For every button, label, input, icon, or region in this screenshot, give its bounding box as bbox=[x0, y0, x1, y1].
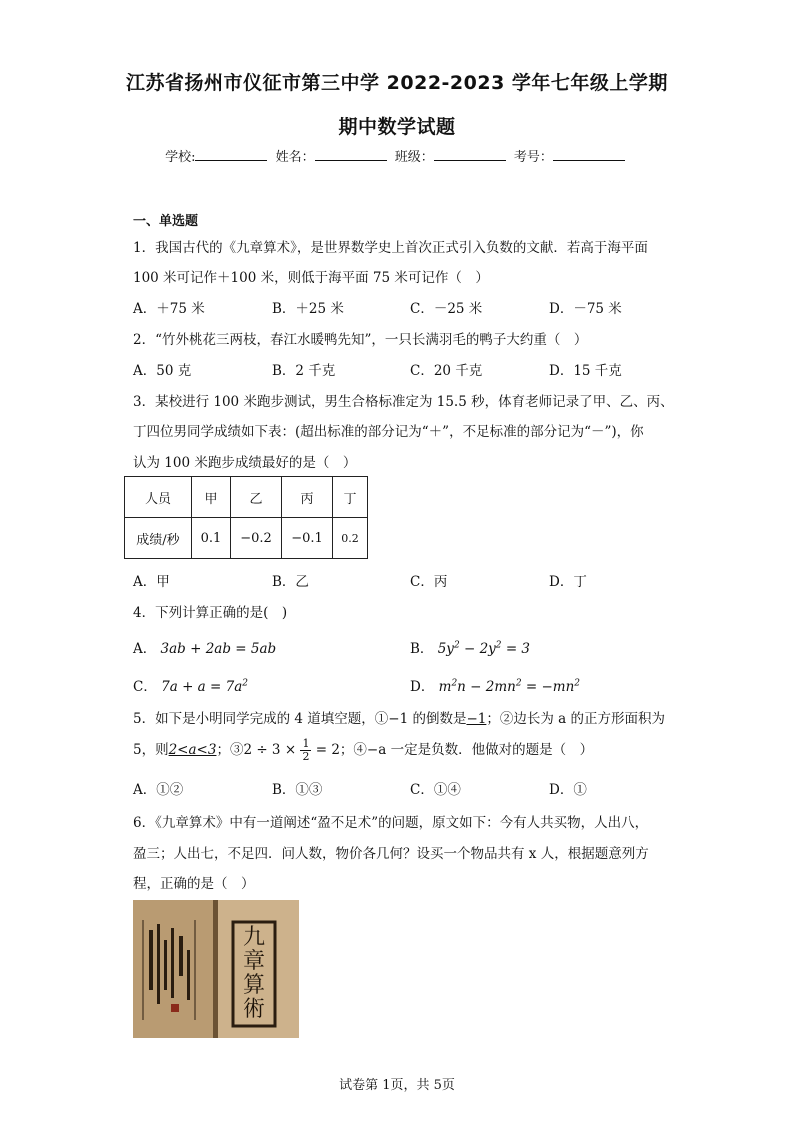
q1-option-d: D．－75 米 bbox=[549, 301, 622, 317]
q2-option-b: B．2 千克 bbox=[272, 363, 336, 379]
q1-option-a: A．＋75 米 bbox=[133, 301, 205, 317]
q5-answer-1: −1 bbox=[466, 711, 487, 727]
q5-option-d: D．① bbox=[549, 782, 587, 798]
math-expression: 3ab + 2ab = 5ab bbox=[160, 641, 277, 657]
q2-option-a: A．50 克 bbox=[133, 363, 192, 379]
book-cover-illustration bbox=[133, 900, 299, 1038]
school-label: 学校: bbox=[165, 150, 196, 165]
table-cell: 0.1 bbox=[192, 518, 231, 559]
table-row bbox=[125, 477, 368, 518]
q2-line1: 2．“竹外桃花三两枝，春江水暖鸭先知”，一只长满羽毛的鸭子大约重（ ） bbox=[133, 332, 588, 348]
option-letter: C． bbox=[133, 679, 157, 695]
q4-option-c bbox=[133, 675, 248, 695]
q4-option-b bbox=[410, 637, 530, 657]
q3-option-d: D．丁 bbox=[549, 574, 587, 590]
q4-option-a bbox=[133, 637, 276, 657]
q3-line3: 认为 100 米跑步成绩最好的是（ ） bbox=[133, 455, 357, 471]
exam-number-blank bbox=[553, 148, 625, 161]
q1-line2: 100 米可记作＋100 米，则低于海平面 75 米可记作（ ） bbox=[133, 270, 489, 286]
name-label: 姓名： bbox=[275, 150, 315, 165]
table-header-cell: 甲 bbox=[192, 477, 231, 518]
table-row bbox=[125, 518, 368, 559]
table-cell: 成绩/秒 bbox=[125, 518, 192, 559]
book-title-text: 九章算術 bbox=[242, 925, 265, 1022]
fraction: $\frac{1}{2}$ bbox=[302, 737, 310, 763]
exam-number-label: 考号： bbox=[513, 150, 553, 165]
q6-line2: 盈三；人出七，不足四．问人数，物价各几何？设买一个物品共有 x 人，根据题意列方 bbox=[133, 846, 649, 862]
option-letter: A． bbox=[133, 641, 157, 657]
q4-line1: 4．下列计算正确的是( ) bbox=[133, 605, 288, 621]
q3-option-c: C．丙 bbox=[410, 574, 448, 590]
q3-line2: 丁四位男同学成绩如下表：(超出标准的部分记为“＋”，不足标准的部分记为“－”)，你 bbox=[133, 424, 644, 440]
class-label: 班级： bbox=[394, 150, 434, 165]
q6-line1: 6．《九章算术》中有一道阐述“盈不足术”的问题，原文如下：今有人共买物，人出八， bbox=[133, 815, 649, 831]
name-blank bbox=[315, 148, 387, 161]
table-cell: 0.2 bbox=[333, 518, 368, 559]
table-cell: −0.1 bbox=[282, 518, 333, 559]
q6-line3: 程，正确的是（ ） bbox=[133, 876, 255, 892]
math-expression: $m^2n - 2mn^2 = -mn^2$ bbox=[438, 678, 581, 695]
q5-option-c: C．①④ bbox=[410, 782, 461, 798]
q3-option-a: A．甲 bbox=[133, 574, 170, 590]
student-info-row bbox=[0, 146, 794, 165]
table-header-cell: 人员 bbox=[125, 477, 192, 518]
exam-title-line2: 期中数学试题 bbox=[338, 116, 456, 138]
page-footer: 试卷第 1页，共 5页 bbox=[339, 1078, 455, 1093]
q5-option-b: B．①③ bbox=[272, 782, 323, 798]
score-table bbox=[124, 476, 368, 559]
q1-line1: 1．我国古代的《九章算术》，是世界数学史上首次正式引入负数的文献．若高于海平面 bbox=[133, 240, 648, 256]
table-header-cell: 丙 bbox=[282, 477, 333, 518]
q4-option-d bbox=[410, 675, 580, 695]
q3-line1: 3．某校进行 100 米跑步测试，男生合格标准定为 15.5 秒，体育老师记录了甲、乙、丙、 bbox=[133, 394, 674, 410]
math-expression: $7a + a = 7a^2$ bbox=[161, 678, 248, 695]
q1-option-c: C．－25 米 bbox=[410, 301, 483, 317]
q5-answer-2: 2<a<3 bbox=[168, 742, 217, 758]
jiuzhang-suanshu-book-image bbox=[133, 900, 299, 1038]
q5-line1: 5．如下是小明同学完成的 4 道填空题，①−1 的倒数是−1；②边长为 a 的正方形面积为 bbox=[133, 711, 665, 727]
exam-title-line1: 江苏省扬州市仪征市第三中学 2022-2023 学年七年级上学期 bbox=[126, 72, 668, 94]
q3-option-b: B．乙 bbox=[272, 574, 309, 590]
q5-line2: 5，则2<a<3；③2 ÷ 3 × $\frac{1}{2}$ = 2；④−a 一定是负数．他做对的题是（ ） bbox=[133, 737, 594, 763]
q1-option-b: B．＋25 米 bbox=[272, 301, 344, 317]
option-letter: B． bbox=[410, 641, 434, 657]
math-expression: $5y^2 - 2y^2 = 3$ bbox=[437, 640, 531, 657]
option-letter: D． bbox=[410, 679, 435, 695]
school-blank bbox=[195, 148, 267, 161]
section-heading: 一、单选题 bbox=[133, 214, 199, 229]
q2-option-d: D．15 千克 bbox=[549, 363, 622, 379]
class-blank bbox=[434, 148, 506, 161]
q2-option-c: C．20 千克 bbox=[410, 363, 483, 379]
q5-option-a: A．①② bbox=[133, 782, 184, 798]
table-cell: −0.2 bbox=[231, 518, 282, 559]
table-header-cell: 乙 bbox=[231, 477, 282, 518]
table-header-cell: 丁 bbox=[333, 477, 368, 518]
